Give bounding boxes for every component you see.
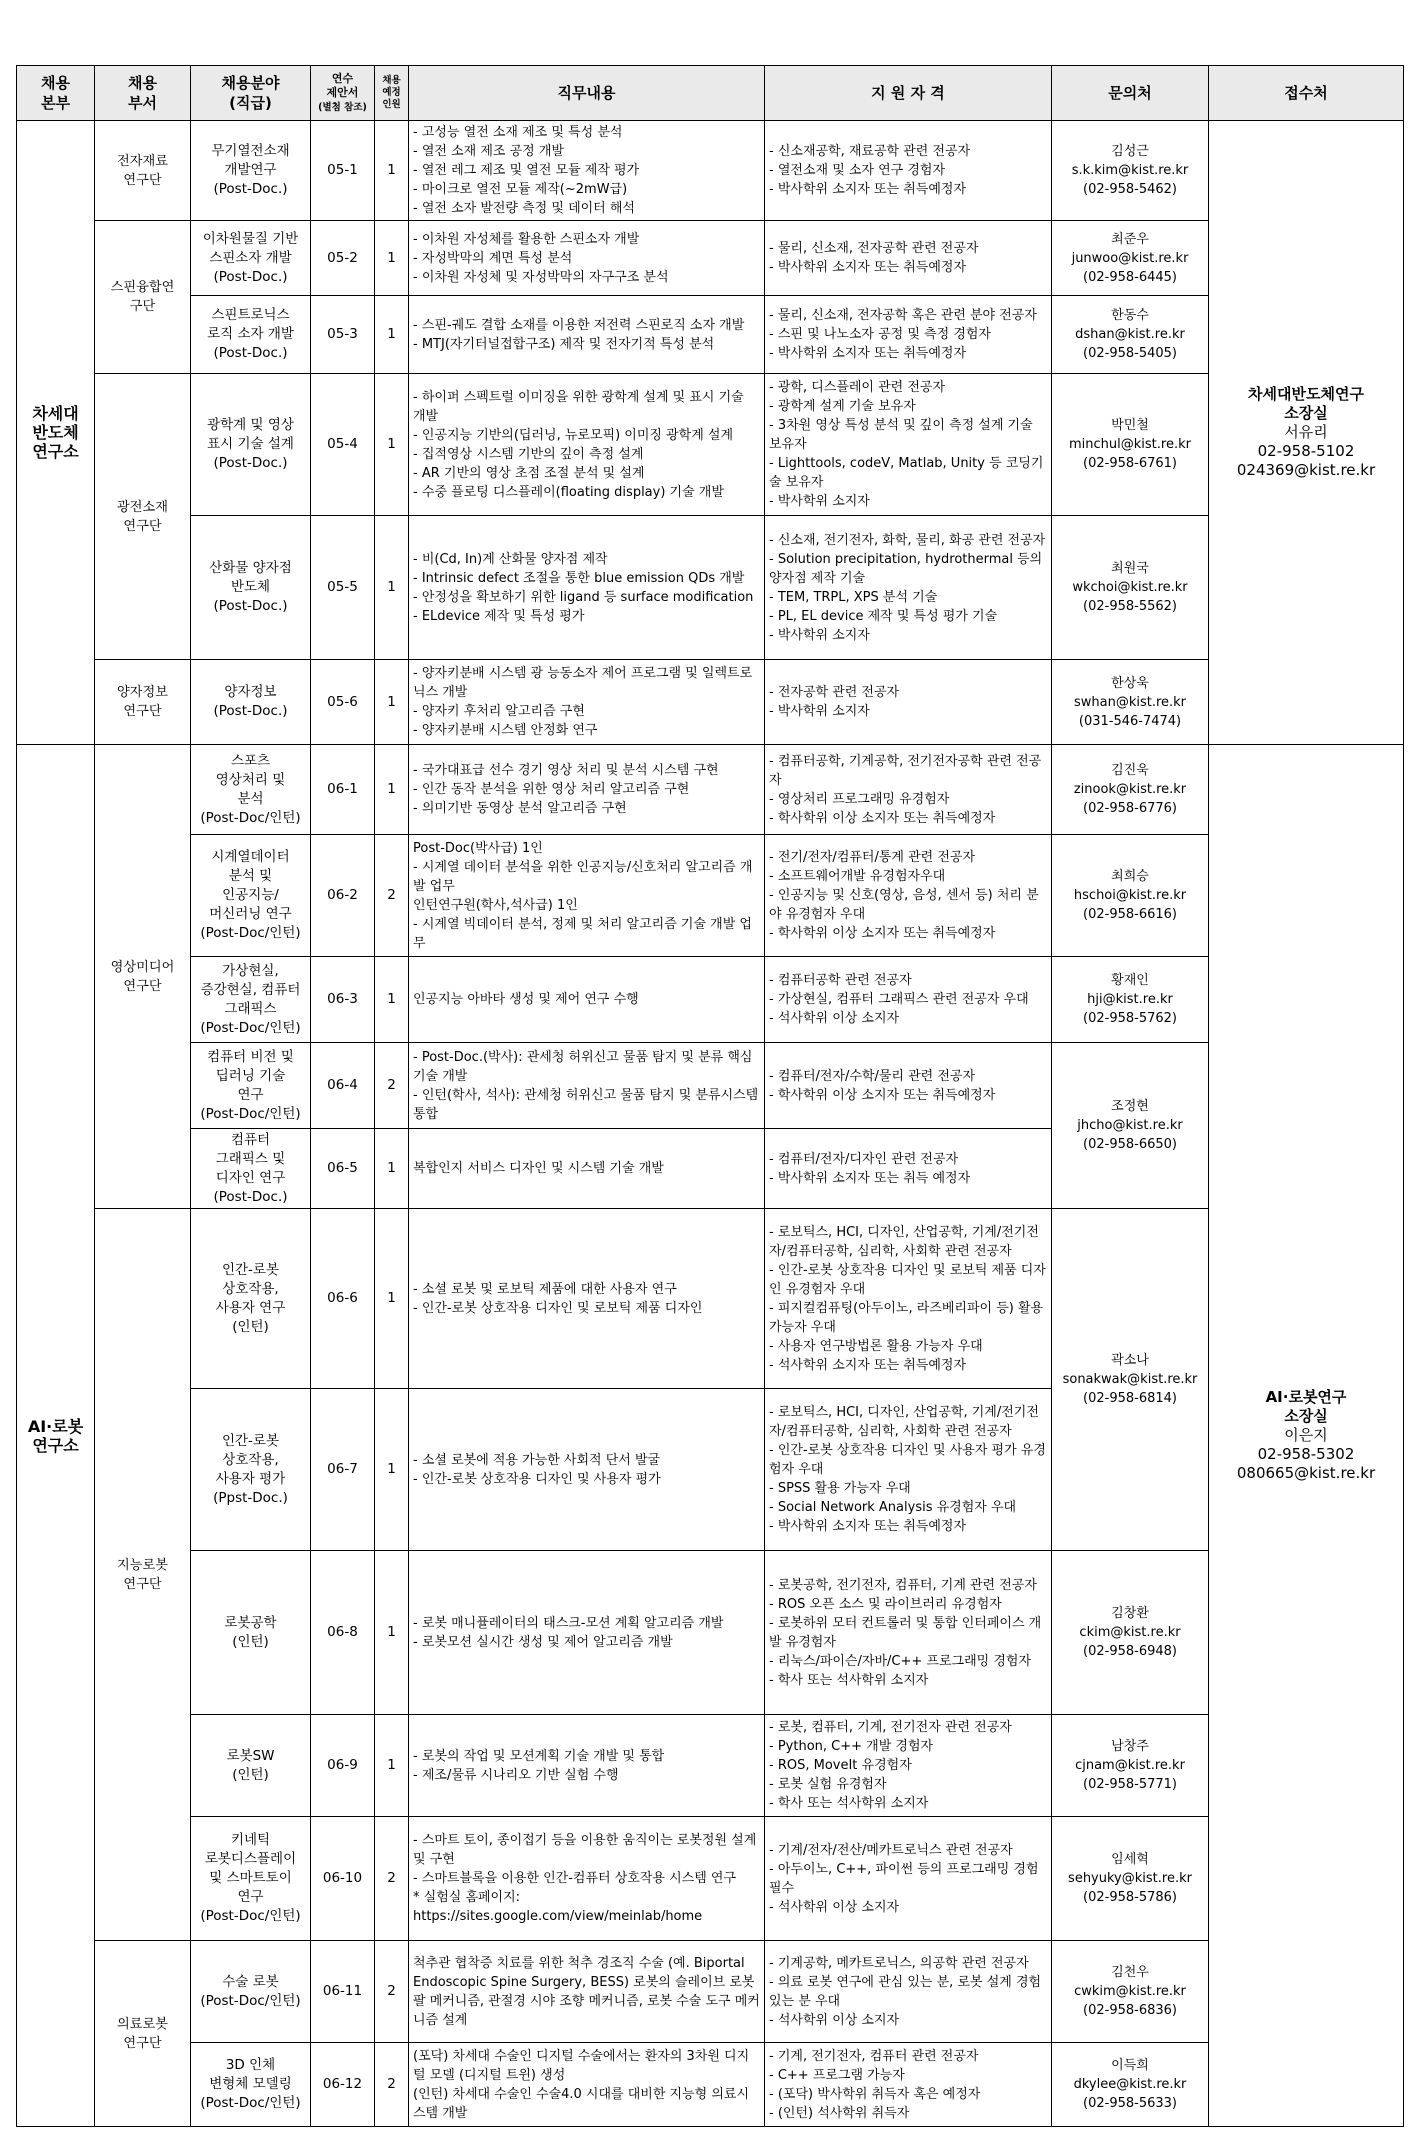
header-hq: 채용 본부 bbox=[17, 66, 95, 121]
list-line: - 국가대표급 선수 경기 영상 처리 및 분석 시스템 구현 bbox=[413, 763, 719, 778]
list-line: - 제조/물류 시나리오 기반 실험 수행 bbox=[413, 1767, 619, 1783]
header-headcount: 채용 예정 인원 bbox=[375, 66, 409, 121]
list-line: - 인턴(학사, 석사): 관세청 허위신고 물품 탐지 및 분류시스템 통합 bbox=[413, 1087, 759, 1122]
proposal-code: 06-12 bbox=[311, 2043, 375, 2127]
header-proposal: 연수 제안서 (별첨 참조) bbox=[311, 66, 375, 121]
duties-list bbox=[409, 121, 765, 221]
qualifications-list bbox=[765, 1209, 1052, 1389]
list-line: - 로봇, 컴퓨터, 기계, 전기전자 관련 전공자 bbox=[769, 1720, 1012, 1735]
proposal-code: 06-4 bbox=[311, 1043, 375, 1129]
proposal-code: 05-6 bbox=[311, 660, 375, 745]
list-line: - 의료 로봇 연구에 관심 있는 분, 로봇 설계 경험 있는 분 우대 bbox=[769, 1974, 1042, 2009]
headcount: 1 bbox=[375, 745, 409, 835]
list-line: - 석사학위 소지자 또는 취득예정자 bbox=[769, 1357, 967, 1373]
header-field: 채용분야 (직급) bbox=[191, 66, 311, 121]
list-line: - 피지컬컴퓨팅(아두이노, 라즈베리파이 등) 활용가능자 우대 bbox=[769, 1300, 1044, 1335]
table-row bbox=[17, 296, 1404, 374]
table-row bbox=[17, 516, 1404, 660]
list-line: - 시계열 데이터 분석을 위한 인공지능/신호처리 알고리즘 개발 업무 bbox=[413, 859, 753, 894]
list-line: - 열전 레그 제조 및 열전 모듈 제작 평가 bbox=[413, 163, 640, 178]
table-row bbox=[17, 121, 1404, 221]
qualifications-list bbox=[765, 745, 1052, 835]
list-line: - 아두이노, C++, 파이썬 등의 프로그래밍 경험 필수 bbox=[769, 1861, 1039, 1896]
list-line: - 인간-로봇 상호작용 디자인 및 사용자 평가 유경험자 우대 bbox=[769, 1443, 1046, 1477]
list-line: 척추관 협착증 치료를 위한 척추 경조직 수술 (예. Biportal Endoscopic Spine Surgery, BESS) 로봇의 슬레이브 로봇 팔 메커니즘, 관절경 시야 조향 메커니즘, 로봇 수술 도구 메커니즘 설계 bbox=[413, 1955, 760, 2028]
list-line: - (포닥) 박사학위 취득자 혹은 예정자 bbox=[769, 2086, 981, 2102]
duties-list bbox=[409, 745, 765, 835]
list-line: - 하이퍼 스펙트럴 이미징을 위한 광학계 설계 및 표시 기술 개발 bbox=[413, 389, 744, 424]
contact-cell: 최원국 wkchoi@kist.re.kr (02-958-5562) bbox=[1052, 516, 1209, 660]
list-line: (포닥) 차세대 수술인 디지털 수술에서는 환자의 3차원 디지털 모델 (디지털 트윈) 생성 bbox=[413, 2048, 750, 2083]
list-line: - 로봇하위 모터 컨트롤러 및 통합 인터페이스 개발 유경험자 bbox=[769, 1615, 1042, 1650]
table-row bbox=[17, 1817, 1404, 1941]
duties-list bbox=[409, 1715, 765, 1817]
proposal-code: 06-3 bbox=[311, 957, 375, 1043]
hq-cell-ai-robot: AI·로봇 연구소 bbox=[17, 745, 95, 2127]
dept-cell: 지능로봇 연구단 bbox=[95, 1209, 191, 1941]
table-row bbox=[17, 221, 1404, 296]
contact-cell: 최희승 hschoi@kist.re.kr (02-958-6616) bbox=[1052, 835, 1209, 957]
proposal-code: 06-11 bbox=[311, 1941, 375, 2043]
proposal-code: 05-4 bbox=[311, 374, 375, 516]
list-line: - 로봇 실험 유경험자 bbox=[769, 1777, 887, 1792]
list-line: - 광학, 디스플레이 관련 전공자 bbox=[769, 380, 946, 395]
list-line: - 박사학위 소지자 또는 취득예정자 bbox=[769, 260, 967, 275]
contact-cell: 임세혁 sehyuky@kist.re.kr (02-958-5786) bbox=[1052, 1817, 1209, 1941]
list-line: - 마이크로 열전 모듈 제작(~2mW급) bbox=[413, 182, 628, 197]
list-line: - 사용자 연구방법론 활용 가능자 우대 bbox=[769, 1338, 983, 1354]
list-line: https://sites.google.com/view/meinlab/home bbox=[413, 1909, 703, 1924]
list-line: - 인간-로봇 상호작용 디자인 및 로보틱 제품 디자인 유경험자 우대 bbox=[769, 1262, 1046, 1297]
list-line: - 광학계 설계 기술 보유자 bbox=[769, 399, 916, 414]
qualifications-list bbox=[765, 516, 1052, 660]
list-line: - 석사학위 이상 소지자 bbox=[769, 1899, 900, 1915]
list-line: - 3차원 영상 특성 분석 및 깊이 측정 설계 기술 보유자 bbox=[769, 418, 1033, 452]
duties-list bbox=[409, 1389, 765, 1551]
receiver-email[interactable]: 080665@kist.re.kr bbox=[1236, 1464, 1376, 1482]
list-line: - 전기/전자/컴퓨터/통계 관련 전공자 bbox=[769, 850, 976, 865]
list-line: - ROS 오픈 소스 및 라이브러리 유경험자 bbox=[769, 1596, 1002, 1612]
contact-cell: 김창환 ckim@kist.re.kr (02-958-6948) bbox=[1052, 1551, 1209, 1715]
dept-cell: 양자정보 연구단 bbox=[95, 660, 191, 745]
headcount: 2 bbox=[375, 2043, 409, 2127]
list-line: - 안정성을 확보하기 위한 ligand 등 surface modification bbox=[413, 589, 754, 605]
list-line: - 박사학위 소지자 bbox=[769, 627, 870, 643]
list-line: - ELdevice 제작 및 특성 평가 bbox=[413, 608, 585, 624]
list-line: - 신소재공학, 재료공학 관련 전공자 bbox=[769, 144, 971, 159]
headcount: 1 bbox=[375, 1129, 409, 1209]
proposal-code: 06-8 bbox=[311, 1551, 375, 1715]
dept-cell: 광전소재 연구단 bbox=[95, 374, 191, 660]
contact-cell: 이득희 dkylee@kist.re.kr (02-958-5633) bbox=[1052, 2043, 1209, 2127]
list-line: - 박사학위 소지자 bbox=[769, 704, 870, 719]
list-line: - Python, C++ 개발 경험자 bbox=[769, 1739, 934, 1754]
headcount: 1 bbox=[375, 374, 409, 516]
header-contact: 문의처 bbox=[1052, 66, 1209, 121]
contact-cell: 김진욱 zinook@kist.re.kr (02-958-6776) bbox=[1052, 745, 1209, 835]
list-line: 인공지능 아바타 생성 및 제어 연구 수행 bbox=[413, 992, 639, 1007]
headcount: 1 bbox=[375, 1209, 409, 1389]
duties-list bbox=[409, 221, 765, 296]
dept-cell: 스핀융합연 구단 bbox=[95, 221, 191, 374]
headcount: 1 bbox=[375, 296, 409, 374]
qualifications-list bbox=[765, 1551, 1052, 1715]
list-line: - 기계/전자/전산/메카트로닉스 관련 전공자 bbox=[769, 1842, 1013, 1858]
headcount: 1 bbox=[375, 516, 409, 660]
receiver-person: 서유리 bbox=[1284, 423, 1328, 441]
qualifications-list bbox=[765, 1043, 1052, 1129]
contact-cell: 한동수 dshan@kist.re.kr (02-958-5405) bbox=[1052, 296, 1209, 374]
contact-cell: 박민철 minchul@kist.re.kr (02-958-6761) bbox=[1052, 374, 1209, 516]
duties-list bbox=[409, 296, 765, 374]
duties-list bbox=[409, 835, 765, 957]
list-line: - 수중 플로팅 디스플레이(floating display) 기술 개발 bbox=[413, 484, 724, 500]
duties-list bbox=[409, 2043, 765, 2127]
dept-cell: 전자재료 연구단 bbox=[95, 121, 191, 221]
field-cell: 컴퓨터 비전 및 딥러닝 기술 연구 (Post-Doc/인턴) bbox=[191, 1043, 311, 1129]
field-cell: 스포츠 영상처리 및 분석 (Post-Doc/인턴) bbox=[191, 745, 311, 835]
qualifications-list bbox=[765, 374, 1052, 516]
list-line: - 인간-로봇 상호작용 디자인 및 로보틱 제품 디자인 bbox=[413, 1300, 703, 1316]
header-duties: 직무내용 bbox=[409, 66, 765, 121]
contact-cell: 김천우 cwkim@kist.re.kr (02-958-6836) bbox=[1052, 1941, 1209, 2043]
table-row bbox=[17, 957, 1404, 1043]
qualifications-list bbox=[765, 121, 1052, 221]
receiver-person: 이은지 bbox=[1284, 1426, 1328, 1444]
list-line: - 자성박막의 계면 특성 분석 bbox=[413, 250, 573, 266]
list-line: - 학사학위 이상 소지자 또는 취득예정자 bbox=[769, 1087, 996, 1103]
qualifications-list bbox=[765, 2043, 1052, 2127]
contact-cell: 황재인 hji@kist.re.kr (02-958-5762) bbox=[1052, 957, 1209, 1043]
hq-cell-next-gen-semiconductor: 차세대 반도체 연구소 bbox=[17, 121, 95, 745]
list-line: - 열전소재 및 소자 연구 경험자 bbox=[769, 163, 946, 178]
qualifications-list bbox=[765, 660, 1052, 745]
list-line: - 리눅스/파이슨/자바/C++ 프로그래밍 경험자 bbox=[769, 1653, 1032, 1669]
list-line: - 열전 소자 발전량 측정 및 데이터 해석 bbox=[413, 201, 635, 216]
list-line: - 학사 또는 석사학위 소지자 bbox=[769, 1672, 929, 1688]
list-line: - 학사학위 이상 소지자 또는 취득예정자 bbox=[769, 926, 996, 941]
proposal-code: 06-7 bbox=[311, 1389, 375, 1551]
headcount: 2 bbox=[375, 1817, 409, 1941]
receiver-email[interactable]: 024369@kist.re.kr bbox=[1236, 461, 1376, 479]
qualifications-list bbox=[765, 1817, 1052, 1941]
duties-list bbox=[409, 1129, 765, 1209]
proposal-code: 05-2 bbox=[311, 221, 375, 296]
qualifications-list bbox=[765, 1941, 1052, 2043]
qualifications-list bbox=[765, 957, 1052, 1043]
field-cell: 광학계 및 영상 표시 기술 설계 (Post-Doc.) bbox=[191, 374, 311, 516]
list-line: - Social Network Analysis 유경험자 우대 bbox=[769, 1500, 1017, 1515]
list-line: - Post-Doc.(박사): 관세청 허위신고 물품 탐지 및 분류 핵심기술 개발 bbox=[413, 1049, 753, 1084]
headcount: 2 bbox=[375, 835, 409, 957]
list-line: - 컴퓨터/전자/디자인 관련 전공자 bbox=[769, 1151, 959, 1167]
list-line: - (인턴) 석사학위 취득자 bbox=[769, 2105, 910, 2121]
list-line: - ROS, MoveIt 유경험자 bbox=[769, 1758, 912, 1773]
list-line: - 양자키분배 시스템 광 능동소자 제어 프로그램 및 일렉트로닉스 개발 bbox=[413, 666, 753, 700]
field-cell: 산화물 양자점 반도체 (Post-Doc.) bbox=[191, 516, 311, 660]
recruitment-table bbox=[16, 65, 1404, 2127]
list-line: - 시계열 빅데이터 분석, 정제 및 처리 알고리즘 기술 개발 업무 bbox=[413, 916, 752, 951]
header-dept: 채용 부서 bbox=[95, 66, 191, 121]
proposal-code: 05-5 bbox=[311, 516, 375, 660]
contact-cell: 조정현 jhcho@kist.re.kr (02-958-6650) bbox=[1052, 1043, 1209, 1209]
table-row bbox=[17, 2043, 1404, 2127]
list-line: - 소프트웨어개발 유경험자우대 bbox=[769, 869, 946, 884]
list-line: - 스마트 토이, 종이접기 등을 이용한 움직이는 로봇정원 설계 및 구현 bbox=[413, 1833, 757, 1867]
field-cell: 스핀트로닉스 로직 소자 개발 (Post-Doc.) bbox=[191, 296, 311, 374]
list-line: - 소셜 로봇 및 로보틱 제품에 대한 사용자 연구 bbox=[413, 1281, 677, 1297]
field-cell: 수술 로봇 (Post-Doc/인턴) bbox=[191, 1941, 311, 2043]
field-cell: 키네틱 로봇디스플레이 및 스마트토이 연구 (Post-Doc/인턴) bbox=[191, 1817, 311, 1941]
list-line: - 로봇 매니퓰레이터의 태스크-모션 계획 알고리즘 개발 bbox=[413, 1615, 724, 1631]
list-line: - MTJ(자기터널접합구조) 제작 및 전자기적 특성 분석 bbox=[413, 336, 715, 352]
qualifications-list bbox=[765, 1129, 1052, 1209]
header-qualifications: 지 원 자 격 bbox=[765, 66, 1052, 121]
duties-list bbox=[409, 1817, 765, 1941]
list-line: - 학사 또는 석사학위 소지자 bbox=[769, 1796, 929, 1811]
list-line: - 컴퓨터공학, 기계공학, 전기전자공학 관련 전공자 bbox=[769, 753, 1042, 788]
list-line: - 인공지능 및 신호(영상, 음성, 센서 등) 처리 분야 유경험자 우대 bbox=[769, 888, 1039, 922]
contact-cell: 김성근 s.k.kim@kist.re.kr (02-958-5462) bbox=[1052, 121, 1209, 221]
list-line: - 물리, 신소재, 전자공학 혹은 관련 분야 전공자 bbox=[769, 308, 1037, 323]
list-line: - 스핀-궤도 결합 소재를 이용한 저전력 스핀로직 소자 개발 bbox=[413, 317, 745, 333]
header-receiver: 접수처 bbox=[1209, 66, 1404, 121]
list-line: - 영상처리 프로그래밍 유경험자 bbox=[769, 791, 950, 807]
duties-list bbox=[409, 1209, 765, 1389]
field-cell: 가상현실, 증강현실, 컴퓨터 그래픽스 (Post-Doc/인턴) bbox=[191, 957, 311, 1043]
contact-cell: 곽소나 sonakwak@kist.re.kr (02-958-6814) bbox=[1052, 1209, 1209, 1551]
list-line: - 로봇공학, 전기전자, 컴퓨터, 기계 관련 전공자 bbox=[769, 1577, 1037, 1593]
headcount: 1 bbox=[375, 957, 409, 1043]
list-line: - 컴퓨터/전자/수학/물리 관련 전공자 bbox=[769, 1068, 976, 1084]
list-line: - 양자키분배 시스템 안정화 연구 bbox=[413, 723, 598, 738]
qualifications-list bbox=[765, 1715, 1052, 1817]
list-line: - 로보틱스, HCI, 디자인, 산업공학, 기계/전기전자/컴퓨터공학, 심리학, 사회학 관련 전공자 bbox=[769, 1405, 1039, 1439]
list-line: - 기계, 전기전자, 컴퓨터 관련 전공자 bbox=[769, 2048, 979, 2064]
list-line: - 로보틱스, HCI, 디자인, 산업공학, 기계/전기전자/컴퓨터공학, 심리학, 사회학 관련 전공자 bbox=[769, 1224, 1039, 1259]
proposal-code: 06-9 bbox=[311, 1715, 375, 1817]
field-cell: 무기열전소재 개발연구 (Post-Doc.) bbox=[191, 121, 311, 221]
field-cell: 인간-로봇 상호작용, 사용자 평가 (Ppst-Doc.) bbox=[191, 1389, 311, 1551]
proposal-code: 06-1 bbox=[311, 745, 375, 835]
proposal-code: 05-1 bbox=[311, 121, 375, 221]
list-line: - 인간-로봇 상호작용 디자인 및 사용자 평가 bbox=[413, 1471, 661, 1487]
table-row bbox=[17, 1209, 1404, 1389]
field-cell: 이차원물질 기반 스핀소자 개발 (Post-Doc.) bbox=[191, 221, 311, 296]
qualifications-list bbox=[765, 835, 1052, 957]
qualifications-list bbox=[765, 221, 1052, 296]
qualifications-list bbox=[765, 1389, 1052, 1551]
headcount: 1 bbox=[375, 1551, 409, 1715]
dept-cell: 영상미디어 연구단 bbox=[95, 745, 191, 1209]
table-row bbox=[17, 1043, 1404, 1129]
list-line: * 실험실 홈페이지: bbox=[413, 1890, 521, 1905]
field-cell: 양자정보 (Post-Doc.) bbox=[191, 660, 311, 745]
receiver-title: AI·로봇연구 소장실 bbox=[1265, 1388, 1347, 1425]
list-line: - TEM, TRPL, XPS 분석 기술 bbox=[769, 589, 938, 605]
receiver-phone: 02-958-5102 bbox=[1257, 442, 1355, 460]
list-line: - 열전 소재 제조 공정 개발 bbox=[413, 144, 564, 159]
table-row bbox=[17, 1941, 1404, 2043]
list-line: - 박사학위 소지자 bbox=[769, 494, 870, 509]
list-line: (인턴) 차세대 수술인 수술4.0 시대를 대비한 지능형 의료시스템 개발 bbox=[413, 2086, 750, 2121]
proposal-code: 05-3 bbox=[311, 296, 375, 374]
list-line: - 로봇모션 실시간 생성 및 제어 알고리즘 개발 bbox=[413, 1634, 673, 1650]
field-cell: 인간-로봇 상호작용, 사용자 연구 (인턴) bbox=[191, 1209, 311, 1389]
list-line: - 기계공학, 메카트로닉스, 의공학 관련 전공자 bbox=[769, 1955, 1029, 1971]
list-line: - 이차원 자성체 및 자성박막의 자구구조 분석 bbox=[413, 269, 669, 285]
list-line: - Lighttools, codeV, Matlab, Unity 등 코딩기술 보유자 bbox=[769, 456, 1044, 490]
field-cell: 시계열데이터 분석 및 인공지능/ 머신러닝 연구 (Post-Doc/인턴) bbox=[191, 835, 311, 957]
list-line: - Intrinsic defect 조절을 통한 blue emission QDs 개발 bbox=[413, 570, 745, 586]
list-line: - 가상현실, 컴퓨터 그래픽스 관련 전공자 우대 bbox=[769, 992, 1029, 1007]
duties-list bbox=[409, 660, 765, 745]
list-line: Post-Doc(박사급) 1인 bbox=[413, 840, 543, 856]
table-header-row bbox=[17, 66, 1404, 121]
headcount: 1 bbox=[375, 221, 409, 296]
receiver-cell-ai-robot bbox=[1209, 745, 1404, 2127]
contact-cell: 한상욱 swhan@kist.re.kr (031-546-7474) bbox=[1052, 660, 1209, 745]
list-line: - 소셜 로봇에 적용 가능한 사회적 단서 발굴 bbox=[413, 1452, 661, 1468]
list-line: - 양자키 후처리 알고리즘 구현 bbox=[413, 704, 585, 719]
field-cell: 로봇SW (인턴) bbox=[191, 1715, 311, 1817]
receiver-title: 차세대반도체연구 소장실 bbox=[1248, 385, 1364, 422]
headcount: 1 bbox=[375, 121, 409, 221]
duties-list bbox=[409, 1941, 765, 2043]
list-line: - 고성능 열전 소재 제조 및 특성 분석 bbox=[413, 125, 623, 140]
list-line: - 집적영상 시스템 기반의 깊이 측정 설계 bbox=[413, 446, 644, 462]
proposal-code: 06-5 bbox=[311, 1129, 375, 1209]
field-cell: 컴퓨터 그래픽스 및 디자인 연구 (Post-Doc.) bbox=[191, 1129, 311, 1209]
proposal-code: 06-10 bbox=[311, 1817, 375, 1941]
table-row bbox=[17, 1715, 1404, 1817]
table-row bbox=[17, 660, 1404, 745]
list-line: - 스핀 및 나노소자 공정 및 측정 경험자 bbox=[769, 327, 991, 342]
field-cell: 로봇공학 (인턴) bbox=[191, 1551, 311, 1715]
list-line: - AR 기반의 영상 초점 조절 분석 및 설계 bbox=[413, 465, 645, 481]
list-line: - 박사학위 소지자 또는 취득예정자 bbox=[769, 1519, 967, 1534]
list-line: - C++ 프로그램 가능자 bbox=[769, 2067, 905, 2083]
list-line: - SPSS 활용 가능자 우대 bbox=[769, 1481, 911, 1496]
duties-list bbox=[409, 516, 765, 660]
duties-list bbox=[409, 957, 765, 1043]
proposal-code: 06-6 bbox=[311, 1209, 375, 1389]
list-line: - Solution precipitation, hydrothermal 등의 양자점 제작 기술 bbox=[769, 551, 1043, 586]
table-row bbox=[17, 1551, 1404, 1715]
list-line: 인턴연구원(학사,석사급) 1인 bbox=[413, 897, 578, 913]
list-line: - 로봇의 작업 및 모션계획 기술 개발 및 통합 bbox=[413, 1748, 665, 1764]
field-cell: 3D 인체 변형체 모델링 (Post-Doc/인턴) bbox=[191, 2043, 311, 2127]
list-line: - 비(Cd, In)계 산화물 양자점 제작 bbox=[413, 551, 608, 567]
headcount: 2 bbox=[375, 1941, 409, 2043]
list-line: - 의미기반 동영상 분석 알고리즘 구현 bbox=[413, 801, 627, 816]
headcount: 1 bbox=[375, 1715, 409, 1817]
list-line: - 스마트블록을 이용한 인간-컴퓨터 상호작용 시스템 연구 bbox=[413, 1871, 737, 1886]
list-line: - 석사학위 이상 소지자 bbox=[769, 2012, 900, 2028]
table-row bbox=[17, 374, 1404, 516]
list-line: 복합인지 서비스 디자인 및 시스템 기술 개발 bbox=[413, 1161, 664, 1176]
receiver-cell-next-gen-semiconductor bbox=[1209, 121, 1404, 745]
dept-cell: 의료로봇 연구단 bbox=[95, 1941, 191, 2127]
list-line: - 이차원 자성체를 활용한 스핀소자 개발 bbox=[413, 231, 640, 247]
headcount: 1 bbox=[375, 1389, 409, 1551]
duties-list bbox=[409, 1043, 765, 1129]
qualifications-list bbox=[765, 296, 1052, 374]
duties-list bbox=[409, 1551, 765, 1715]
duties-list bbox=[409, 374, 765, 516]
headcount: 2 bbox=[375, 1043, 409, 1129]
contact-cell: 최준우 junwoo@kist.re.kr (02-958-6445) bbox=[1052, 221, 1209, 296]
list-line: - 전자공학 관련 전공자 bbox=[769, 685, 900, 700]
list-line: - 박사학위 소지자 또는 취득예정자 bbox=[769, 182, 967, 197]
list-line: - PL, EL device 제작 및 특성 평가 기술 bbox=[769, 608, 998, 624]
list-line: - 석사학위 이상 소지자 bbox=[769, 1011, 900, 1026]
list-line: - 박사학위 소지자 또는 취득예정자 bbox=[769, 346, 967, 361]
proposal-code: 06-2 bbox=[311, 835, 375, 957]
list-line: - 인간 동작 분석을 위한 영상 처리 알고리즘 구현 bbox=[413, 782, 690, 797]
list-line: - 학사학위 이상 소지자 또는 취득예정자 bbox=[769, 810, 996, 826]
receiver-phone: 02-958-5302 bbox=[1257, 1445, 1355, 1463]
list-line: - 컴퓨터공학 관련 전공자 bbox=[769, 973, 912, 988]
table-row bbox=[17, 835, 1404, 957]
contact-cell: 남창주 cjnam@kist.re.kr (02-958-5771) bbox=[1052, 1715, 1209, 1817]
list-line: - 인공지능 기반의(딥러닝, 뉴로모픽) 이미징 광학계 설계 bbox=[413, 427, 734, 443]
list-line: - 신소재, 전기전자, 화학, 물리, 화공 관련 전공자 bbox=[769, 532, 1046, 548]
list-line: - 물리, 신소재, 전자공학 관련 전공자 bbox=[769, 241, 979, 256]
headcount: 1 bbox=[375, 660, 409, 745]
table-row bbox=[17, 745, 1404, 835]
list-line: - 박사학위 소지자 또는 취득 예정자 bbox=[769, 1170, 971, 1186]
